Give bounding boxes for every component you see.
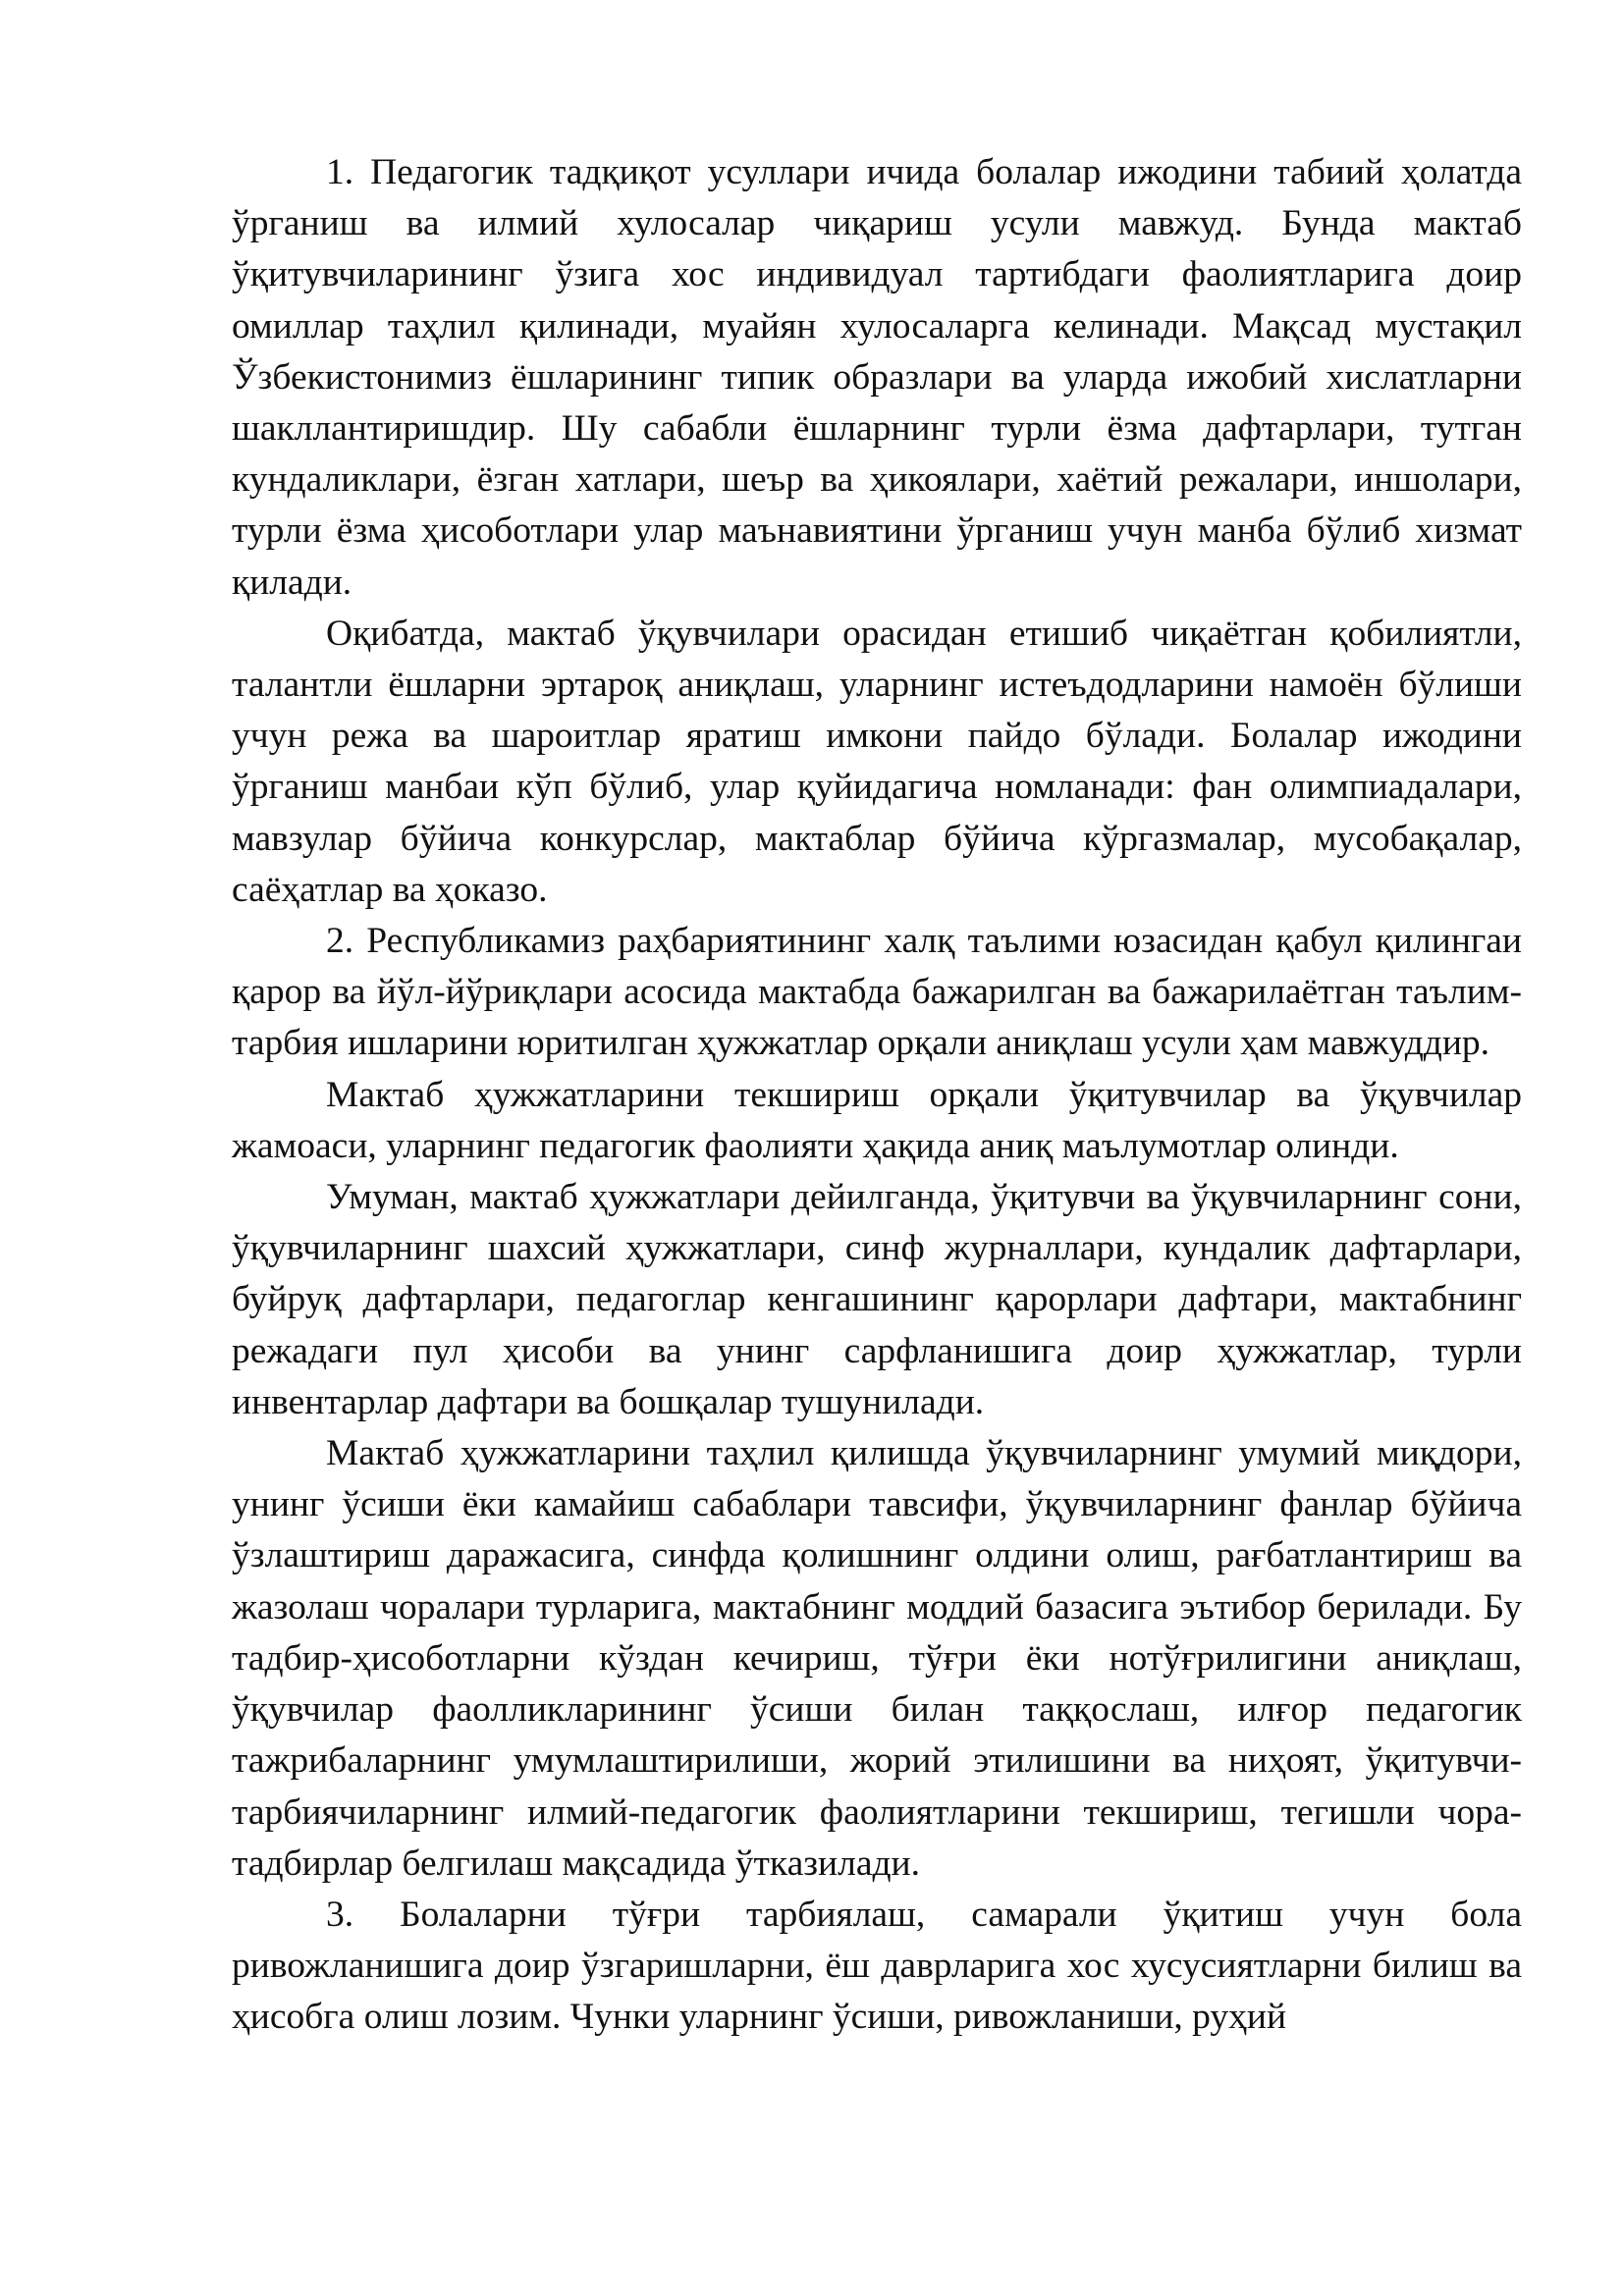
paragraph-method-3: 3. Болаларни тўғри тарбиялаш, самарали ўқитиш учун бола ривожланишига доир ўзгаришларни, ёш даврларига хос хусусиятларни билиш ва ҳисобга олиш лозим. Чунки уларнинг ўсиши, ривожланиши, руҳий	[232, 1894, 1522, 2038]
paragraph-method-2: 2. Республикамиз раҳбариятининг халқ таълими юзасидан қабул қилингаи қарор ва йўл-йўриқлари асосида мактабда бажарилган ва бажарилаётган таълим-тарбия ишларини юритилган ҳужжатлар орқали аниқлаш усули ҳам мавжуддир.	[232, 921, 1522, 1064]
paragraph-method-1: 1. Педагогик тадқиқот усуллари ичида болалар ижодини табиий ҳолатда ўрганиш ва илмий хулосалар чиқариш усули мавжуд. Бунда мактаб ўқитувчиларининг ўзига хос индивидуал тартибдаги фаолиятларига доир омиллар таҳлил қилинади, муайян хулосаларга келинади. Мақсад мустақил Ўзбекистонимиз ёшларининг типик образлари ва уларда ижобий хислатларни шакллантиришдир. Шу сабабли ёшларнинг турли ёзма дафтарлари, тутган кундаликлари, ёзган хатлари, шеър ва ҳикоялари, хаётий режалари, иншолари, турли ёзма ҳисоботлари улар маънавиятини ўрганиш учун манба бўлиб хизмат қилади.	[232, 152, 1522, 603]
paragraph-document-analysis: Мактаб ҳужжатларини таҳлил қилишда ўқувчиларнинг умумий миқдори, унинг ўсиши ёки камайиш сабаблари тавсифи, ўқувчиларнинг фанлар бўйича ўзлаштириш даражасига, синфда қолишнинг олдини олиш, рағбатлантириш ва жазолаш чоралари турларига, мактабнинг моддий базасига эътибор берилади. Бу тадбир-ҳисоботларни кўздан кечириш, тўғри ёки нотўғрилигини аниқлаш, ўқувчилар фаолликларининг ўсиши билан таққослаш, илғор педагогик тажрибаларнинг умумлаштирилиши, жорий этилишини ва ниҳоят, ўқитувчи-тарбиячиларнинг илмий-педагогик фаолиятларини текшириш, тегишли чора-тадбирлар белгилаш мақсадида ўтказилади.	[232, 1433, 1522, 1884]
paragraph-school-documents: Умуман, мактаб ҳужжатлари дейилганда, ўқитувчи ва ўқувчиларнинг сони, ўқувчиларнинг шахсий ҳужжатлари, синф журналлари, кундалик дафтарлари, буйруқ дафтарлари, педагоглар кенгашининг қарорлари дафтари, мактабнинг режадаги пул ҳисоби ва унинг сарфланишига доир ҳужжатлар, турли инвентарлар дафтари ва бошқалар тушунилади.	[232, 1177, 1522, 1422]
paragraph-document-check: Мактаб ҳужжатларини текшириш орқали ўқитувчилар ва ўқувчилар жамоаси, уларнинг педагогик фаолияти ҳақида аниқ маълумотлар олинди.	[232, 1074, 1522, 1166]
paragraph-consequence: Оқибатда, мактаб ўқувчилари орасидан етишиб чиқаётган қобилиятли, талантли ёшларни эртароқ аниқлаш, уларнинг истеъдодларини намоён бўлиши учун режа ва шароитлар яратиш имкони пайдо бўлади. Болалар ижодини ўрганиш манбаи кўп бўлиб, улар қуйидагича номланади: фан олимпиадалари, мавзулар бўйича конкурслар, мактаблар бўйича кўргазмалар, мусобақалар, саёҳатлар ва ҳоказо.	[232, 613, 1522, 910]
document-page	[232, 147, 1522, 2044]
